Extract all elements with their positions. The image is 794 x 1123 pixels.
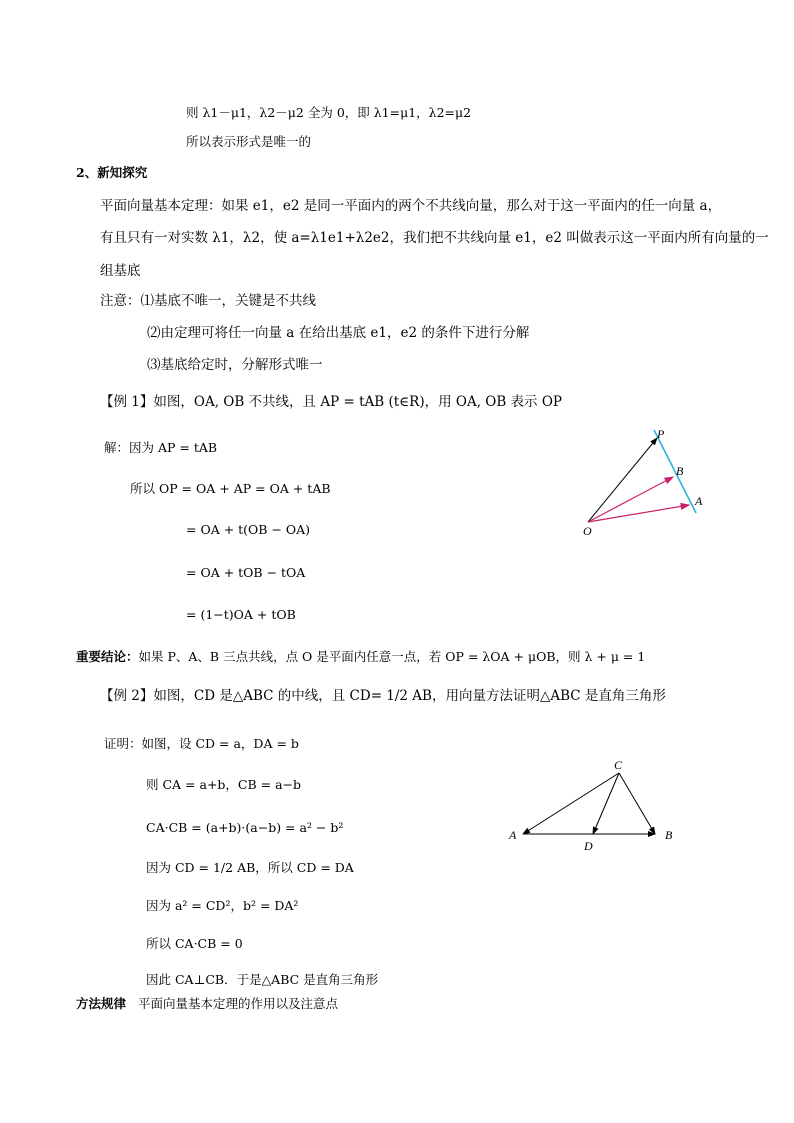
example1-sol-1: 解：因为 AP = tAB: [104, 440, 218, 455]
label-b: B: [676, 464, 684, 478]
theorem-line-1: 平面向量基本定理：如果 e1，e2 是同一平面内的两个不共线向量，那么对于这一平面内的任一向量 a，: [100, 198, 722, 214]
important-conclusion: [76, 651, 645, 664]
label-b2: B: [665, 828, 673, 842]
label-a: A: [695, 494, 703, 508]
example1-sol-4: = OA + tOB − tOA: [186, 565, 306, 580]
method-rule: [76, 998, 338, 1011]
example2-proof-2: 则 CA = a+b，CB = a−b: [146, 777, 302, 792]
theorem-line-3: 组基底: [100, 263, 141, 279]
proof-line-2: 所以表示形式是唯一的: [186, 134, 312, 149]
example2-figure: [500, 755, 690, 855]
example1-figure: [575, 425, 715, 545]
label-o: O: [583, 524, 592, 538]
label-c: C: [614, 758, 623, 772]
example1-sol-3: = OA + t(OB − OA): [186, 522, 311, 537]
example2-proof-7: 因此 CA⊥CB．于是△ABC 是直角三角形: [146, 972, 379, 987]
section-heading: 2、新知探究: [76, 165, 148, 180]
method-text: 平面向量基本定理的作用以及注意点: [137, 996, 338, 1011]
method-label: 方法规律: [76, 996, 127, 1011]
example2-proof-5: 因为 a² = CD²，b² = DA²: [146, 898, 299, 913]
example2-title: 【例 2】如图，CD 是△ABC 的中线，且 CD= 1/2 AB，用向量方法证明△ABC 是直角三角形: [100, 688, 666, 704]
example1-sol-5: = (1−t)OA + tOB: [186, 607, 296, 622]
example1-sol-2: 所以 OP = OA + AP = OA + tAB: [130, 481, 331, 496]
vector-op: [588, 438, 657, 522]
proof-line-1: 则 λ1－μ1，λ2－μ2 全为 0，即 λ1=μ1，λ2=μ2: [186, 105, 472, 120]
note-1: 注意：⑴基底不唯一，关键是不共线: [100, 293, 316, 309]
example1-title: 【例 1】如图，OA, OB 不共线，且 AP = tAB (t∈R)，用 OA, OB 表示 OP: [100, 394, 562, 410]
conclusion-text: 如果 P、A、B 三点共线，点 O 是平面内任意一点，若 OP = λOA + μOB，则 λ + μ = 1: [138, 649, 646, 664]
line-pa: [654, 430, 696, 513]
theorem-line-2: 有且只有一对实数 λ1，λ2，使 a=λ1e1+λ2e2，我们把不共线向量 e1，e2 叫做表示这一平面内所有向量的一: [100, 230, 769, 246]
vector-cd: [593, 773, 619, 834]
note-3: ⑶基底给定时，分解形式唯一: [147, 357, 323, 373]
example2-proof-4: 因为 CD = 1/2 AB，所以 CD = DA: [146, 860, 354, 875]
example2-proof-1: 证明：如图，设 CD = a，DA = b: [104, 736, 299, 751]
label-a2: A: [509, 828, 517, 842]
example2-proof-6: 所以 CA·CB = 0: [146, 936, 243, 951]
label-d: D: [584, 839, 593, 853]
conclusion-label: 重要结论：: [76, 649, 139, 664]
label-p: P: [657, 427, 665, 441]
example2-proof-3: CA·CB = (a+b)·(a−b) = a² − b²: [146, 820, 344, 835]
note-2: ⑵由定理可将任一向量 a 在给出基底 e1，e2 的条件下进行分解: [147, 325, 530, 341]
vector-ca: [523, 773, 619, 834]
vector-cb: [619, 773, 655, 834]
